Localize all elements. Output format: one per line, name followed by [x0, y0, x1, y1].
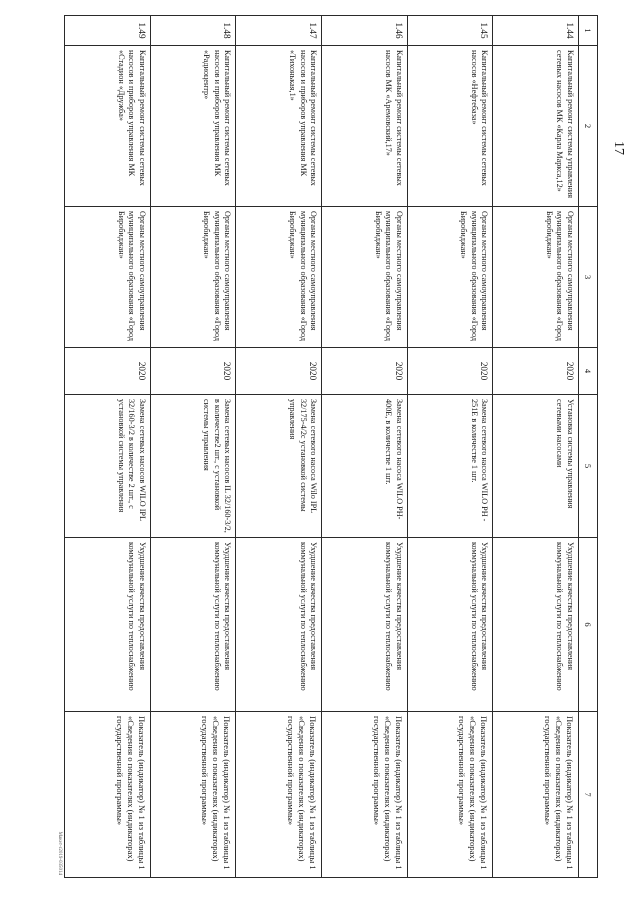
measure-name-cell: Капитальный ремонт системы сетевых насосов и приборов управления МК «Радиоцентр» — [150, 46, 236, 207]
column-number: 6 — [579, 538, 598, 712]
indicator-cell: Показатель (индикатор) № 1 из таблицы 1 «Сведения о показателях (индикаторах) государственной программы» — [236, 712, 322, 878]
year-cell: 2020 — [493, 348, 579, 395]
consequence-cell: Ухудшение качества предоставления коммунальной услуги по теплоснабжению — [493, 538, 579, 712]
column-number: 4 — [579, 348, 598, 395]
consequence-cell: Ухудшение качества предоставления коммунальной услуги по теплоснабжению — [236, 538, 322, 712]
table-row — [150, 16, 236, 878]
row-number-cell: 1.48 — [150, 16, 236, 46]
year-cell: 2020 — [150, 348, 236, 395]
year-cell: 2020 — [65, 348, 151, 395]
executor-cell: Органы местного самоуправления муниципального образования «Город Биробиджан» — [236, 207, 322, 348]
year-cell: 2020 — [322, 348, 408, 395]
action-cell: Замена сетевого насоса WILO PH-400E, в количестве 1 шт. — [322, 395, 408, 538]
measure-name-cell: Капитальный ремонт системы управления сетевых насосов МК «Карла Маркса,12» — [493, 46, 579, 207]
executor-cell: Органы местного самоуправления муниципального образования «Город Биробиджан» — [65, 207, 151, 348]
column-number: 5 — [579, 395, 598, 538]
table-row — [236, 16, 322, 878]
indicator-cell: Показатель (индикатор) № 1 из таблицы 1 «Сведения о показателях (индикаторах) государственной программы» — [407, 712, 493, 878]
table-row — [65, 16, 151, 878]
year-cell: 2020 — [236, 348, 322, 395]
consequence-cell: Ухудшение качества предоставления коммунальной услуги по теплоснабжению — [150, 538, 236, 712]
row-number-cell: 1.47 — [236, 16, 322, 46]
year-cell: 2020 — [407, 348, 493, 395]
consequence-cell: Ухудшение качества предоставления коммунальной услуги по теплоснабжению — [407, 538, 493, 712]
indicator-cell: Показатель (индикатор) № 1 из таблицы 1 «Сведения о показателях (индикаторах) государственной программы» — [322, 712, 408, 878]
column-number-row — [579, 16, 598, 878]
indicator-cell: Показатель (индикатор) № 1 из таблицы 1 «Сведения о показателях (индикаторах) государственной программы» — [65, 712, 151, 878]
consequence-cell: Ухудшение качества предоставления коммунальной услуги по теплоснабжению — [322, 538, 408, 712]
action-cell: Установка системы управления сетевыми насосами — [493, 395, 579, 538]
action-cell: Замена сетевого насоса Wilo IPL 32/175-4/2с установкой системы управления — [236, 395, 322, 538]
executor-cell: Органы местного самоуправления муниципального образования «Город Биробиджан» — [407, 207, 493, 348]
column-number: 3 — [579, 207, 598, 348]
consequence-cell: Ухудшение качества предоставления коммунальной услуги по теплоснабжению — [65, 538, 151, 712]
rotated-table-sheet — [52, 15, 598, 877]
table-row — [407, 16, 493, 878]
measure-name-cell: Капитальный ремонт системы сетевых насосов и приборов управления МК «Тихонькая,1» — [236, 46, 322, 207]
executor-cell: Органы местного самоуправления муниципального образования «Город Биробиджан» — [322, 207, 408, 348]
measure-name-cell: Капитальный ремонт системы сетевых насосов «Нефтебаза» — [407, 46, 493, 207]
row-number-cell: 1.49 — [65, 16, 151, 46]
table-row — [322, 16, 408, 878]
executor-cell: Органы местного самоуправления муниципального образования «Город Биробиджан» — [150, 207, 236, 348]
indicator-cell: Показатель (индикатор) № 1 из таблицы 1 «Сведения о показателях (индикаторах) государственной программы» — [493, 712, 579, 878]
action-cell: Замена сетевых насосов IL 32/160-3/2, в количестве2 шт., с установкой системы управления — [150, 395, 236, 538]
document-code: Макет-r2019-035014 — [57, 831, 62, 875]
executor-cell: Органы местного самоуправления муниципального образования «Город Биробиджан» — [493, 207, 579, 348]
row-number-cell: 1.44 — [493, 16, 579, 46]
column-number: 7 — [579, 712, 598, 878]
row-number-cell: 1.45 — [407, 16, 493, 46]
column-number: 1 — [579, 16, 598, 46]
table-row — [493, 16, 579, 878]
page-number: 17 — [611, 141, 626, 155]
action-cell: Замена сетевого насоса WILO PH - 251E в количестве 1 шт. — [407, 395, 493, 538]
action-cell: Замена сетевых насосов WILO IPL 32/160-3/2 в количестве 2 шт., с установкой системы управления — [65, 395, 151, 538]
measure-name-cell: Капитальный ремонт системы сетевых насосов МК «Аремовский,17» — [322, 46, 408, 207]
measure-name-cell: Капитальный ремонт системы сетевых насосов и приборов управления МК «Стадион «Дружба» — [65, 46, 151, 207]
measures-table — [64, 15, 598, 878]
indicator-cell: Показатель (индикатор) № 1 из таблицы 1 «Сведения о показателях (индикаторах) государственной программы» — [150, 712, 236, 878]
column-number: 2 — [579, 46, 598, 207]
row-number-cell: 1.46 — [322, 16, 408, 46]
